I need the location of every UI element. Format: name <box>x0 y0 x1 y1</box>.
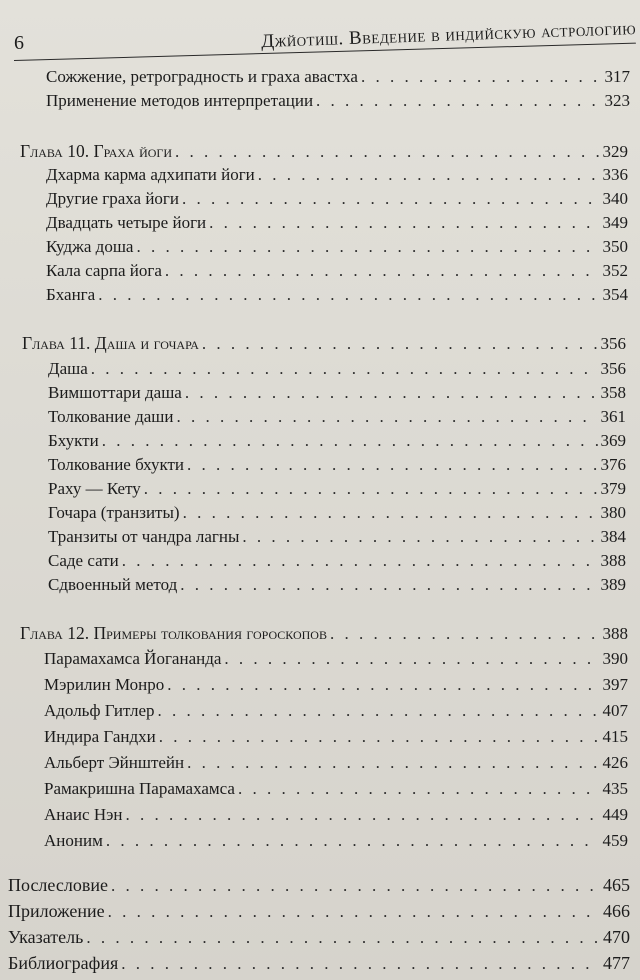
dot-leader <box>91 358 598 380</box>
toc-entry-title: Бханга <box>46 285 96 304</box>
dot-leader <box>122 550 598 572</box>
dot-leader <box>182 188 600 210</box>
toc-entry-title: Сожжение, ретроградность и граха авастха <box>46 67 358 86</box>
toc-entry-page: 384 <box>600 527 626 546</box>
toc-entry <box>48 550 626 572</box>
toc-entry-page: 459 <box>602 831 628 850</box>
dot-leader <box>202 333 598 355</box>
toc-entry-title: Транзиты от чандра лагны <box>48 527 240 546</box>
toc-entry-page: 389 <box>600 575 626 594</box>
toc-entry-title: Куджа доша <box>46 237 134 256</box>
toc-entry-title: Применение методов интерпретации <box>46 91 314 110</box>
toc-entry <box>48 526 626 548</box>
toc-entry-title: Сдвоенный метод <box>48 575 178 594</box>
toc-entry-page: 388 <box>600 551 626 570</box>
toc-entry-page: 356 <box>600 359 626 378</box>
toc-entry-page: 477 <box>603 953 630 973</box>
toc-entry-page: 435 <box>602 779 628 798</box>
dot-leader <box>136 236 599 258</box>
toc-back-matter-entry <box>8 952 630 975</box>
dot-leader <box>121 953 600 975</box>
chapter-title: Глава 11. Даша и гочара <box>22 333 199 353</box>
toc-entry <box>44 674 628 696</box>
toc-entry-page: 380 <box>600 503 626 522</box>
toc-entry-page: 352 <box>602 261 628 280</box>
toc-entry <box>48 430 626 452</box>
dot-leader <box>102 430 598 452</box>
toc-chapter <box>20 622 628 645</box>
page-number: 6 <box>14 32 24 54</box>
toc-entry-title: Толкование бхукти <box>48 455 185 474</box>
toc-entry-page: 369 <box>600 431 626 450</box>
toc-entry-page: 466 <box>603 901 630 921</box>
toc-entry <box>44 726 628 748</box>
dot-leader <box>158 700 600 722</box>
toc-entry <box>48 382 626 404</box>
dot-leader <box>176 406 597 428</box>
toc-entry <box>44 830 628 852</box>
toc-entry <box>44 778 628 800</box>
toc-entry-page: 349 <box>602 213 628 232</box>
dot-leader <box>209 212 599 234</box>
dot-leader <box>258 164 600 186</box>
dot-leader <box>111 875 600 897</box>
chapter-page: 329 <box>602 142 628 161</box>
toc-entry <box>46 90 630 112</box>
dot-leader <box>185 382 598 404</box>
toc-entry-title: Мэрилин Монро <box>44 675 165 694</box>
toc-entry-title: Толкование даши <box>48 407 174 426</box>
toc-entry-page: 354 <box>602 285 628 304</box>
toc-entry-page: 340 <box>602 189 628 208</box>
toc-entry <box>48 454 626 476</box>
dot-leader <box>98 284 599 306</box>
toc-entry-title: Раху — Кету <box>48 479 141 498</box>
toc-entry-page: 358 <box>600 383 626 402</box>
toc-back-matter-entry <box>8 900 630 923</box>
toc-entry <box>44 648 628 670</box>
toc-entry-title: Двадцать четыре йоги <box>46 213 207 232</box>
toc-entry <box>44 700 628 722</box>
running-title: Джйотиш. Введение в индийскую астрологию <box>260 18 637 53</box>
dot-leader <box>125 804 599 826</box>
dot-leader <box>330 623 600 645</box>
toc-entry-page: 449 <box>602 805 628 824</box>
dot-leader <box>86 927 600 949</box>
toc-entry-title: Послесловие <box>8 875 108 895</box>
dot-leader <box>106 830 600 852</box>
toc-entry-title: Другие граха йоги <box>46 189 179 208</box>
toc-entry-title: Индира Гандхи <box>44 727 156 746</box>
dot-leader <box>144 478 598 500</box>
dot-leader <box>187 752 599 774</box>
toc-entry-page: 336 <box>602 165 628 184</box>
toc-entry-page: 350 <box>602 237 628 256</box>
toc-entry <box>46 260 628 282</box>
toc-entry-page: 379 <box>600 479 626 498</box>
toc-entry-title: Анаис Нэн <box>44 805 123 824</box>
toc-back-matter-entry <box>8 874 630 897</box>
dot-leader <box>187 454 597 476</box>
toc-entry-title: Аноним <box>44 831 103 850</box>
dot-leader <box>238 778 600 800</box>
toc-entry-title: Вимшоттари даша <box>48 383 182 402</box>
toc-chapter <box>22 332 626 355</box>
toc-entry-title: Указатель <box>8 927 84 947</box>
toc-entry-title: Саде сати <box>48 551 119 570</box>
dot-leader <box>242 526 597 548</box>
toc-entry-title: Библиография <box>8 953 119 973</box>
toc-entry <box>48 478 626 500</box>
toc-back-matter-entry <box>8 926 630 949</box>
toc-entry-title: Бхукти <box>48 431 99 450</box>
dot-leader <box>180 574 597 596</box>
toc-entry-page: 390 <box>602 649 628 668</box>
toc-entry-page: 317 <box>604 67 630 86</box>
toc-entry-page: 397 <box>602 675 628 694</box>
toc-entry <box>48 574 626 596</box>
toc-entry <box>44 804 628 826</box>
toc-entry-page: 407 <box>602 701 628 720</box>
toc-entry-page: 470 <box>603 927 630 947</box>
toc-entry-page: 323 <box>604 91 630 110</box>
toc-entry-page: 465 <box>603 875 630 895</box>
toc-entry <box>46 284 628 306</box>
toc-entry <box>44 752 628 774</box>
toc-entry-page: 361 <box>600 407 626 426</box>
dot-leader <box>165 260 600 282</box>
toc-entry <box>46 212 628 234</box>
dot-leader <box>175 141 599 163</box>
toc-entry-page: 415 <box>602 727 628 746</box>
dot-leader <box>159 726 600 748</box>
chapter-page: 388 <box>602 624 628 643</box>
toc-entry-title: Кала сарпа йога <box>46 261 162 280</box>
dot-leader <box>316 90 601 112</box>
toc-entry-page: 426 <box>602 753 628 772</box>
toc-entry <box>48 358 626 380</box>
toc-entry-title: Альберт Эйнштейн <box>44 753 185 772</box>
toc-entry-page: 376 <box>600 455 626 474</box>
toc-entry-title: Адольф Гитлер <box>44 701 155 720</box>
toc-entry <box>46 66 630 88</box>
toc-entry-title: Гочара (транзиты) <box>48 503 180 522</box>
toc-entry-title: Дхарма карма адхипати йоги <box>46 165 255 184</box>
toc-entry-title: Даша <box>48 359 88 378</box>
dot-leader <box>183 502 598 524</box>
dot-leader <box>224 648 599 670</box>
dot-leader <box>361 66 602 88</box>
toc-entry <box>46 164 628 186</box>
toc-entry <box>48 406 626 428</box>
toc-entry-title: Парамахамса Йогананда <box>44 649 222 668</box>
chapter-page: 356 <box>600 334 626 353</box>
chapter-title: Глава 10. Граха йоги <box>20 141 173 161</box>
dot-leader <box>108 901 600 923</box>
toc-entry <box>48 502 626 524</box>
toc-entry <box>46 236 628 258</box>
chapter-title: Глава 12. Примеры толкования гороскопов <box>20 623 327 643</box>
toc-chapter <box>20 140 628 163</box>
toc-entry-title: Приложение <box>8 901 105 921</box>
dot-leader <box>167 674 599 696</box>
toc-entry <box>46 188 628 210</box>
toc-entry-title: Рамакришна Парамахамса <box>44 779 235 798</box>
